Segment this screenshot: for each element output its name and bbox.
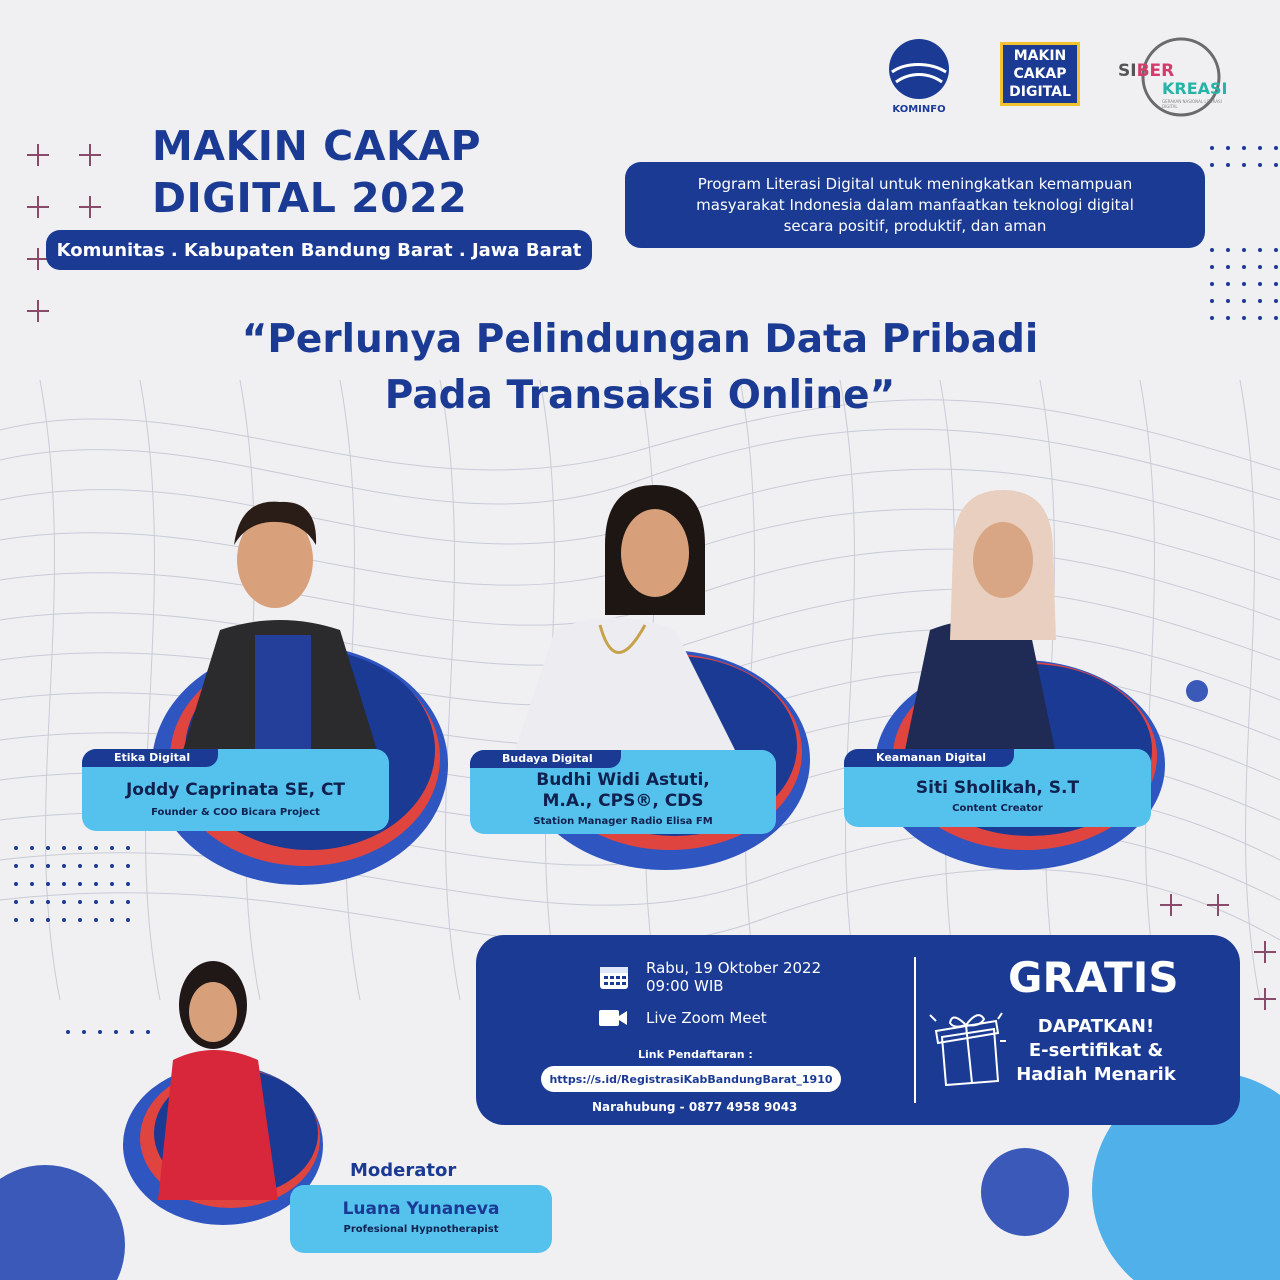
video-camera-icon bbox=[598, 1008, 628, 1028]
makin-cakap-digital-logo bbox=[1000, 42, 1080, 106]
speaker-1-portrait bbox=[140, 600, 450, 890]
dot-grid-right bbox=[1210, 146, 1278, 320]
medium-circle bbox=[981, 1148, 1069, 1236]
siber-tagline: GERAKAN NASIONAL LITERASI DIGITAL bbox=[1162, 99, 1222, 109]
moderator-role: Profesional Hypnotherapist bbox=[343, 1224, 499, 1235]
promo-line-3: Hadiah Menarik bbox=[1016, 1064, 1176, 1085]
speaker-2-topic-tag: Budaya Digital bbox=[470, 750, 621, 768]
speaker-2-name-line-1: Budhi Widi Astuti, bbox=[536, 770, 710, 790]
speaker-1-head-icon bbox=[210, 490, 340, 630]
promo-line-2: E-sertifikat & bbox=[1028, 1040, 1164, 1061]
speaker-2-name-line-2: M.A., CPS®, CDS bbox=[542, 791, 704, 811]
divider bbox=[914, 957, 916, 1103]
speaker-3-topic-tag: Keamanan Digital bbox=[844, 749, 1014, 767]
speaker-1-role: Founder & COO Bicara Project bbox=[151, 807, 320, 818]
promo-line-1: DAPATKAN! bbox=[1037, 1016, 1155, 1037]
description-line-3: secara positif, produktif, dan aman bbox=[783, 216, 1047, 235]
platform-row bbox=[598, 1008, 767, 1028]
registration-link-label: Link Pendaftaran : bbox=[638, 1048, 753, 1061]
mcd-line-3: DIGITAL bbox=[1009, 84, 1071, 100]
large-circle-left bbox=[0, 1165, 125, 1280]
title-line-1: MAKIN CAKAP bbox=[152, 122, 482, 170]
siber-kreasi: KREASI bbox=[1162, 79, 1228, 98]
description-line-1: Program Literasi Digital untuk meningkatkan kemampuan bbox=[697, 174, 1133, 193]
small-circle bbox=[1186, 680, 1208, 702]
mcd-line-2: CAKAP bbox=[1013, 66, 1067, 82]
promo-text bbox=[996, 1015, 1196, 1087]
speaker-3-name: Siti Sholikah, S.T bbox=[915, 778, 1080, 798]
speaker-3-head-icon bbox=[948, 490, 1058, 640]
event-time: 09:00 WIB bbox=[646, 977, 724, 995]
speaker-3-portrait bbox=[860, 600, 1170, 870]
date-row bbox=[598, 959, 821, 995]
moderator-name: Luana Yunaneva bbox=[342, 1199, 500, 1219]
moderator-label: Moderator bbox=[350, 1160, 457, 1181]
event-info-box bbox=[476, 935, 1240, 1125]
speaker-3-card bbox=[844, 749, 1151, 827]
calendar-icon bbox=[598, 963, 630, 991]
headline-line-1: “Perlunya Pelindungan Data Pribadi bbox=[241, 317, 1039, 362]
moderator-card bbox=[290, 1185, 552, 1253]
event-headline bbox=[0, 312, 1280, 424]
program-description bbox=[625, 162, 1205, 248]
speaker-2-card bbox=[470, 750, 776, 834]
siber-ber: BER bbox=[1136, 61, 1175, 81]
title-line-2: DIGITAL 2022 bbox=[152, 174, 468, 222]
promo-headline: GRATIS bbox=[1008, 953, 1179, 1002]
speaker-1-name: Joddy Caprinata SE, CT bbox=[125, 780, 346, 800]
kominfo-emblem-icon bbox=[884, 38, 954, 100]
event-platform: Live Zoom Meet bbox=[646, 1009, 767, 1027]
speaker-2-role: Station Manager Radio Elisa FM bbox=[533, 816, 713, 827]
mcd-line-1: MAKIN bbox=[1013, 48, 1067, 64]
page-title bbox=[152, 120, 481, 224]
speaker-1-card bbox=[82, 749, 389, 831]
speaker-3-role: Content Creator bbox=[952, 803, 1043, 814]
kominfo-logo-text: KOMINFO bbox=[892, 104, 946, 115]
speaker-1-topic-tag: Etika Digital bbox=[82, 749, 218, 767]
registration-link[interactable]: https://s.id/RegistrasiKabBandungBarat_1910 bbox=[541, 1066, 841, 1092]
description-line-2: masyarakat Indonesia dalam manfaatkan teknologi digital bbox=[696, 195, 1134, 214]
siberkreasi-logo bbox=[1118, 36, 1226, 118]
location-pill: Komunitas . Kabupaten Bandung Barat . Jawa Barat bbox=[46, 230, 592, 270]
kominfo-logo bbox=[884, 38, 954, 118]
speaker-2-head-icon bbox=[595, 485, 715, 625]
siber-si: SI bbox=[1118, 61, 1137, 81]
headline-line-2: Pada Transaksi Online” bbox=[384, 373, 896, 418]
event-date: Rabu, 19 Oktober 2022 bbox=[646, 959, 822, 977]
contact-info: Narahubung - 0877 4958 9043 bbox=[592, 1100, 798, 1114]
